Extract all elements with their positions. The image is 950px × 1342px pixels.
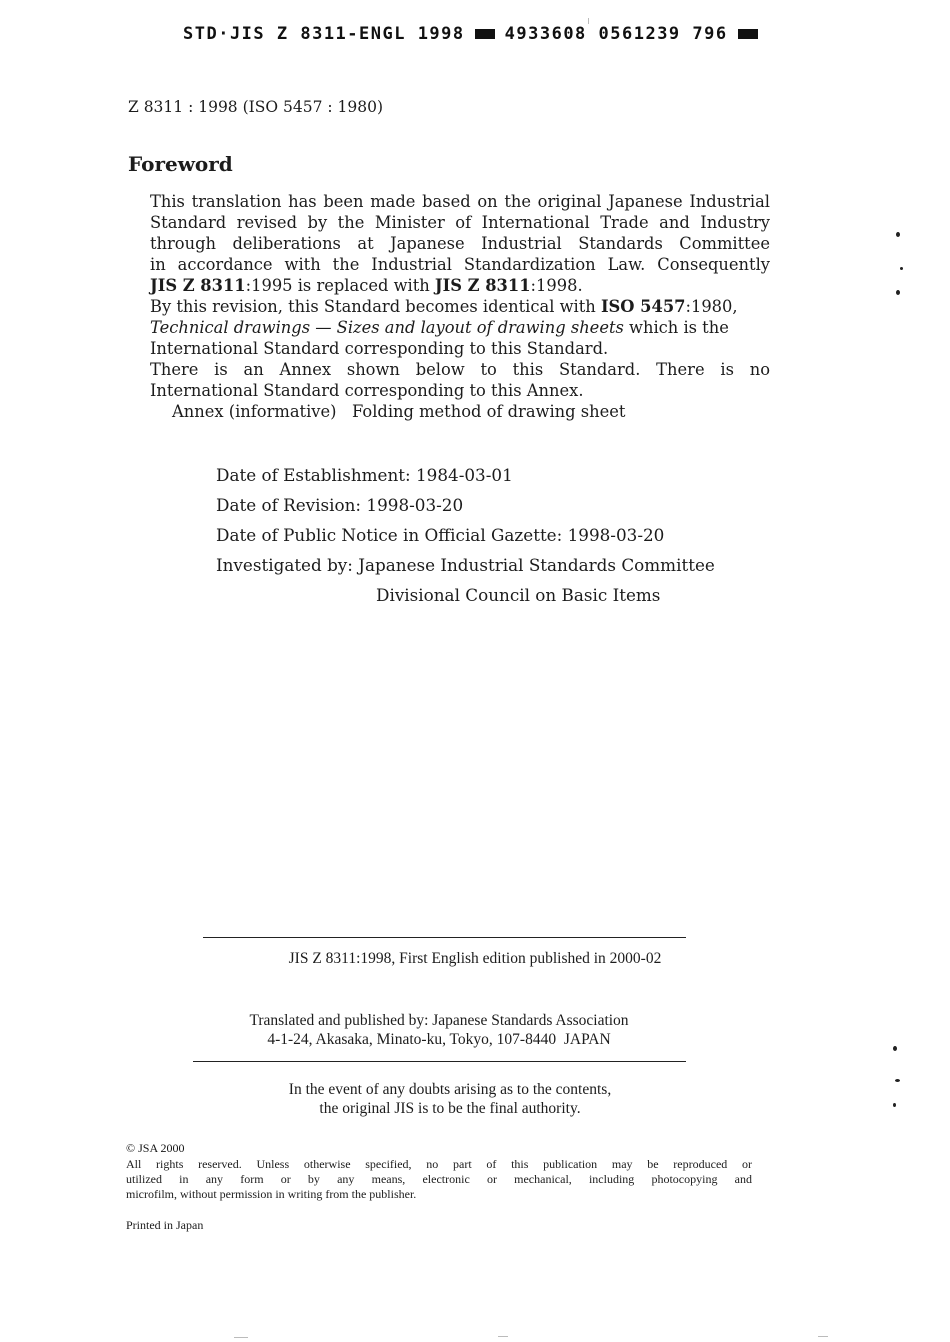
- printed-in: Printed in Japan: [126, 1218, 204, 1232]
- old-standard: JIS Z 8311: [150, 276, 246, 295]
- stamp-block-mark-end: [738, 29, 758, 39]
- rights-notice: [126, 1157, 752, 1202]
- rights-line: utilized in any form or by any means, electronic or mechanical, including photocopying and: [126, 1172, 752, 1186]
- iso-year: :1980,: [685, 297, 738, 316]
- new-standard-year: :1998.: [530, 276, 583, 295]
- divisional-council: Divisional Council on Basic Items: [376, 585, 661, 605]
- scan-speck: [234, 1337, 248, 1338]
- scan-speck: [900, 267, 903, 270]
- date-establishment: Date of Establishment: 1984-03-01: [216, 465, 513, 485]
- foreword-line: This translation has been made based on the original Japanese Industrial: [150, 192, 770, 211]
- rights-line: All rights reserved. Unless otherwise specified, no part of this publication may be reproduced or: [126, 1157, 752, 1171]
- iso-standard: ISO 5457: [600, 297, 686, 316]
- revision-end-line: International Standard corresponding to this Standard.: [150, 339, 609, 358]
- foreword-line: in accordance with the Industrial Standardization Law. Consequently: [150, 255, 770, 274]
- scan-speck: [895, 1079, 900, 1082]
- stamp-barcode: 4933608 0561239 796: [504, 24, 728, 44]
- copyright: © JSA 2000: [126, 1141, 185, 1155]
- publisher-line: Translated and published by: Japanese Standards Association: [249, 1012, 629, 1029]
- edition-note: JIS Z 8311:1998, First English edition published in 2000-02: [288, 950, 662, 967]
- divider-bottom: [193, 1061, 686, 1062]
- iso-title: Technical drawings — Sizes and layout of drawing sheets: [150, 318, 624, 337]
- scan-speck: [893, 1046, 897, 1051]
- scan-speck: [818, 1336, 828, 1337]
- scan-speck: [896, 290, 900, 295]
- publisher-block: [0, 1011, 878, 1049]
- authority-note: [0, 1080, 900, 1118]
- authority-line: In the event of any doubts arising as to the contents,: [288, 1081, 612, 1098]
- replacement-line: [150, 275, 770, 296]
- revision-prefix: By this revision, this Standard becomes identical with: [150, 297, 601, 316]
- new-standard: JIS Z 8311: [434, 276, 531, 295]
- date-revision: Date of Revision: 1998-03-20: [216, 495, 464, 515]
- scan-speck: [896, 232, 900, 237]
- foreword-body: [150, 191, 770, 422]
- rights-line: microfilm, without permission in writing from the publisher.: [126, 1187, 417, 1201]
- foreword-heading: Foreword: [128, 152, 233, 176]
- authority-line: the original JIS is to be the final authority.: [319, 1100, 581, 1117]
- foreword-line: Standard revised by the Minister of International Trade and Industry: [150, 213, 770, 232]
- revision-suffix: which is the: [623, 318, 729, 337]
- old-standard-year: :1995 is replaced with: [245, 276, 435, 295]
- scan-speck: [588, 18, 589, 24]
- investigated-by: Investigated by: Japanese Industrial Standards Committee: [216, 555, 715, 575]
- annex-item: Annex (informative) Folding method of drawing sheet: [172, 402, 626, 421]
- standard-reference: Z 8311 : 1998 (ISO 5457 : 1980): [128, 98, 384, 116]
- divider-top: [203, 937, 686, 938]
- header-stamp: [183, 24, 768, 44]
- annex-note-line: International Standard corresponding to this Annex.: [150, 381, 584, 400]
- foreword-line: through deliberations at Japanese Industrial Standards Committee: [150, 234, 770, 253]
- stamp-block-mark: [475, 29, 495, 39]
- revision-line: [150, 296, 770, 317]
- scan-speck: [893, 1103, 896, 1107]
- revision-title-line: [150, 317, 770, 338]
- dates-block: [216, 460, 715, 610]
- stamp-code: STD·JIS Z 8311-ENGL 1998: [183, 24, 465, 44]
- date-gazette: Date of Public Notice in Official Gazette: 1998-03-20: [216, 525, 665, 545]
- scan-speck: [498, 1336, 508, 1337]
- publisher-address: 4-1-24, Akasaka, Minato-ku, Tokyo, 107-8440 JAPAN: [267, 1031, 611, 1048]
- annex-note-line: There is an Annex shown below to this Standard. There is no: [150, 360, 770, 379]
